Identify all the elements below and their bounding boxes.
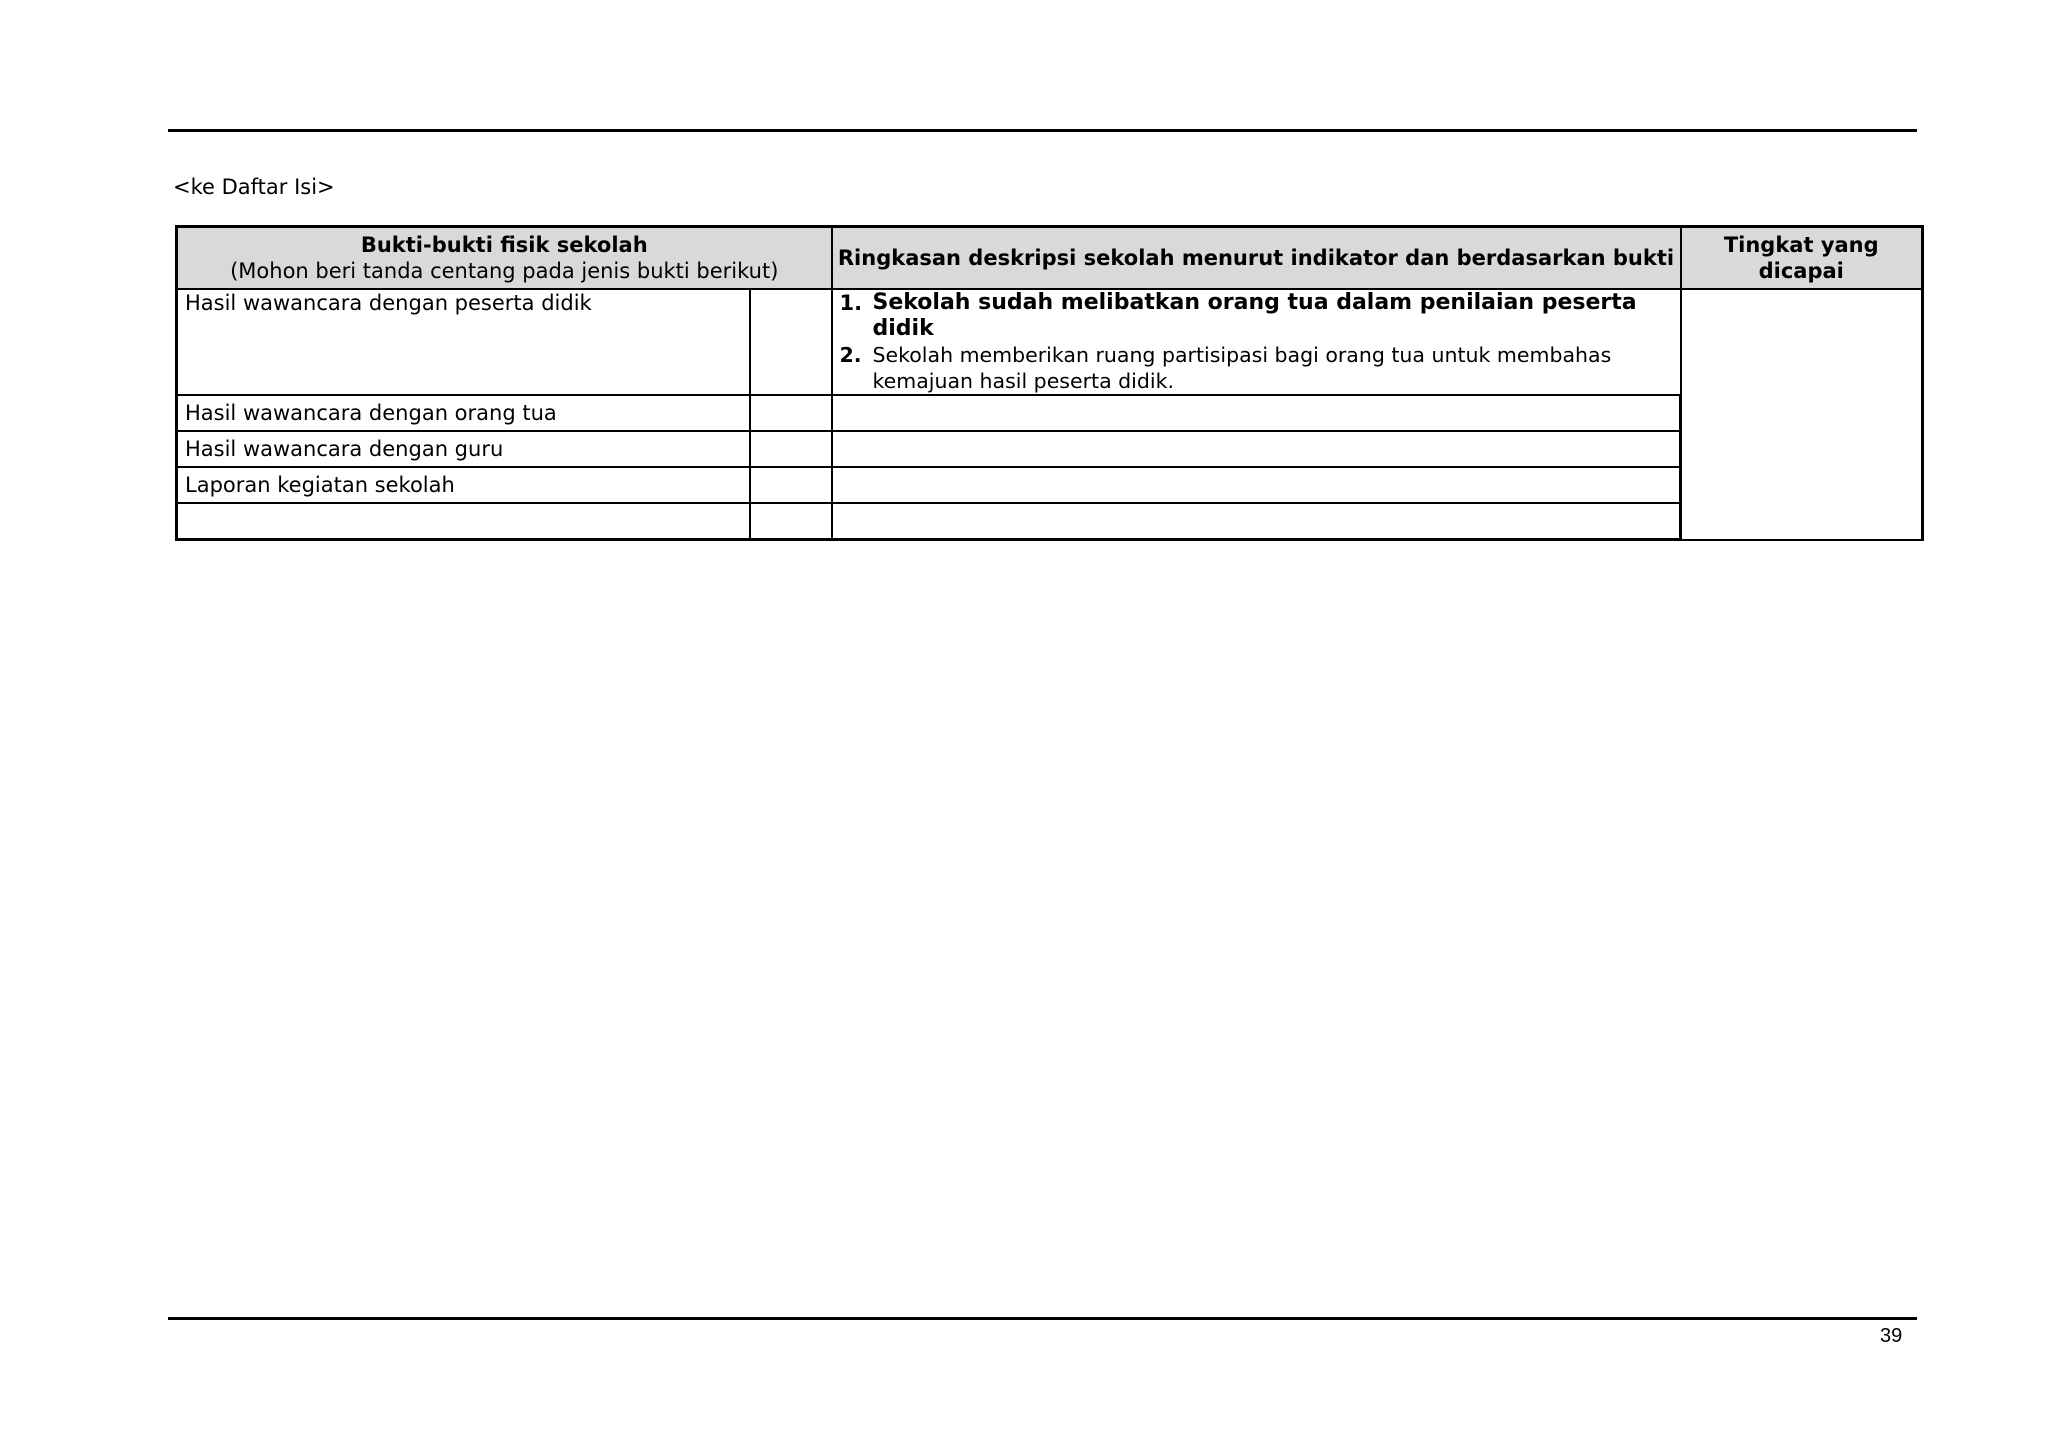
table-row — [177, 395, 1923, 431]
page-number: 39 — [1880, 1325, 1903, 1347]
table-row — [177, 431, 1923, 467]
description-cell — [832, 395, 1681, 431]
description-item — [840, 290, 1673, 342]
header-rule — [168, 129, 1917, 132]
evidence-header-title: Bukti-bukti fisik sekolah — [360, 233, 648, 257]
table-row — [177, 503, 1923, 540]
table-of-contents-link[interactable]: <ke Daftar Isi> — [173, 175, 335, 199]
description-number: 2. — [839, 343, 862, 367]
evidence-checkbox-cell[interactable] — [750, 395, 832, 431]
footer-rule — [168, 1317, 1917, 1320]
level-header-line1: Tingkat yang — [1723, 233, 1879, 257]
description-item — [840, 342, 1673, 394]
evidence-label: Hasil wawancara dengan orang tua — [177, 395, 750, 431]
evidence-checkbox-cell[interactable] — [750, 467, 832, 503]
description-cell — [832, 289, 1681, 395]
summary-header — [832, 227, 1681, 290]
evidence-checkbox-cell[interactable] — [750, 503, 832, 540]
level-header-line2: dicapai — [1758, 259, 1844, 283]
description-cell — [832, 503, 1681, 540]
description-text: Sekolah sudah melibatkan orang tua dalam penilaian peserta didik — [872, 290, 1637, 341]
description-cell — [832, 431, 1681, 467]
description-number: 1. — [839, 291, 863, 315]
table-header-row — [177, 227, 1923, 290]
evidence-label — [177, 503, 750, 540]
evidence-label: Hasil wawancara dengan guru — [177, 431, 750, 467]
description-cell — [832, 467, 1681, 503]
evidence-checkbox-cell[interactable] — [750, 431, 832, 467]
evidence-header-subtitle: (Mohon beri tanda centang pada jenis bukti berikut) — [230, 259, 779, 283]
description-text: Sekolah memberikan ruang partisipasi bagi orang tua untuk membahas kemajuan hasil peserta didik. — [872, 343, 1612, 393]
table-row — [177, 467, 1923, 503]
evidence-label: Hasil wawancara dengan peserta didik — [177, 289, 750, 395]
evidence-header — [177, 227, 832, 290]
evidence-checkbox-cell[interactable] — [750, 289, 832, 395]
table-row — [177, 289, 1923, 395]
evidence-table — [175, 225, 1924, 541]
summary-header-title: Ringkasan deskripsi sekolah menurut indikator dan berdasarkan bukti — [837, 246, 1675, 270]
evidence-label: Laporan kegiatan sekolah — [177, 467, 750, 503]
level-achieved-cell[interactable] — [1681, 289, 1923, 540]
level-header — [1681, 227, 1923, 290]
